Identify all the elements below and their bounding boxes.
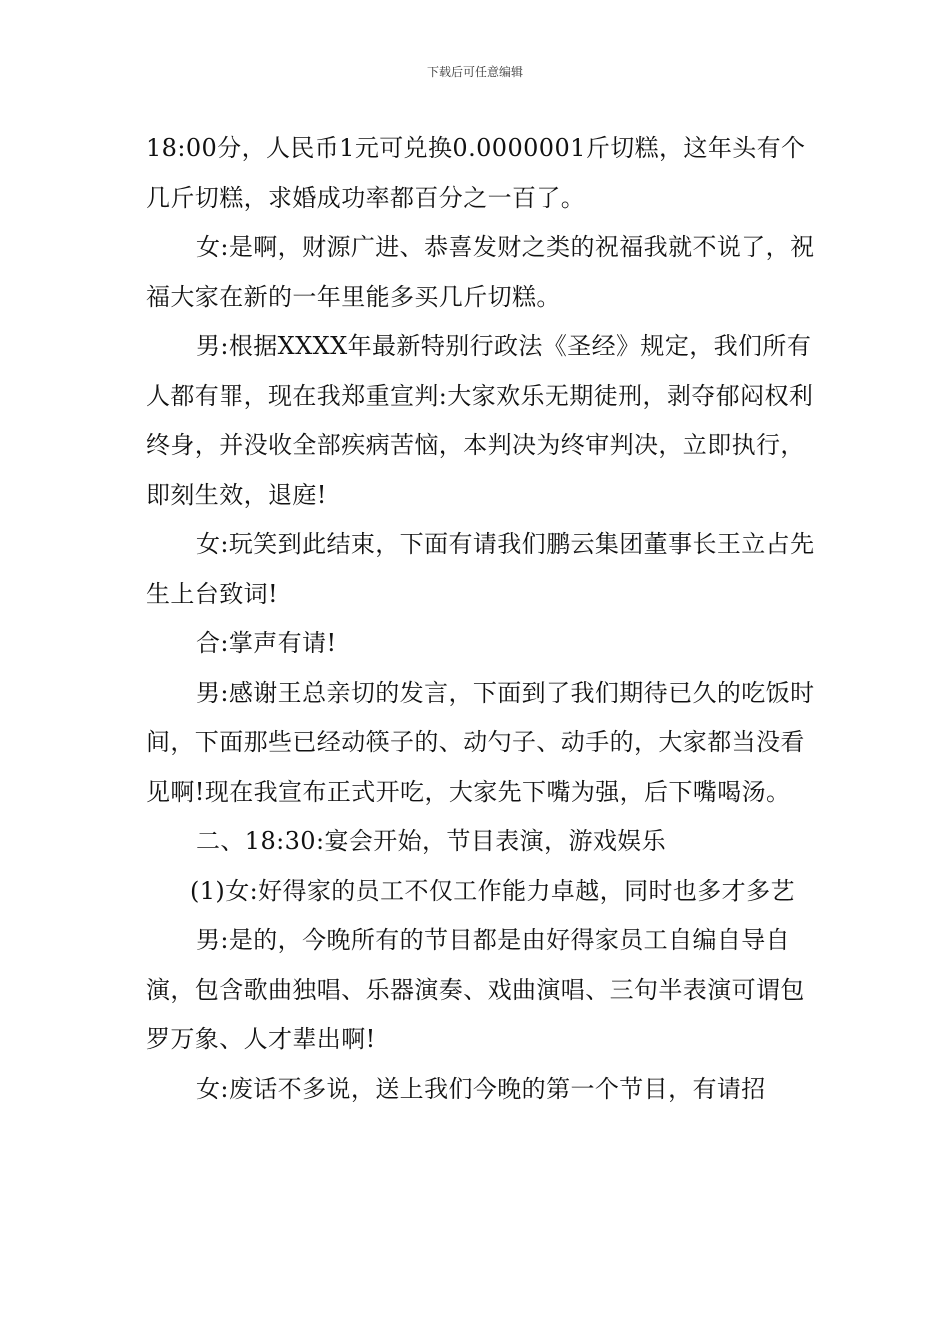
paragraph: 男:是的，今晚所有的节目都是由好得家员工自编自导自演，包含歌曲独唱、乐器演奏、戏曲演唱、三句半表演可谓包罗万象、人才辈出啊! xyxy=(146,926,805,1053)
document-body xyxy=(146,124,826,1114)
paragraph: (1)女:好得家的员工不仅工作能力卓越，同时也多才多艺 xyxy=(190,876,795,905)
paragraph: 女:是啊，财源广进、恭喜发财之类的祝福我就不说了，祝福大家在新的一年里能多买几斤切糕。 xyxy=(146,233,815,311)
paragraph: 男:感谢王总亲切的发言，下面到了我们期待已久的吃饭时间，下面那些已经动筷子的、动勺子、动手的，大家都当没看见啊!现在我宣布正式开吃，大家先下嘴为强，后下嘴喝汤。 xyxy=(146,678,815,806)
paragraph: 合:掌声有请! xyxy=(196,629,337,657)
paragraph: 女:废话不多说，送上我们今晚的第一个节目，有请招 xyxy=(196,1074,766,1103)
paragraph: 二、18:30:宴会开始，节目表演，游戏娱乐 xyxy=(196,827,667,855)
paragraph: 18:00分，人民币1元可兑换0.0000001斤切糕，这年头有个几斤切糕，求婚成功率都百分之一百了。 xyxy=(146,134,806,212)
paragraph: 女:玩笑到此结束，下面有请我们鹏云集团董事长王立占先生上台致词! xyxy=(146,530,815,608)
paragraph: 男:根据XXXX年最新特别行政法《圣经》规定，我们所有人都有罪，现在我郑重宣判:大家欢乐无期徒刑，剥夺郁闷权利终身，并没收全部疾病苦恼，本判决为终审判决，立即执行，即刻生效，退庭! xyxy=(146,332,814,509)
page-header xyxy=(0,64,950,80)
header-note: 下载后可任意编辑 xyxy=(426,65,523,79)
